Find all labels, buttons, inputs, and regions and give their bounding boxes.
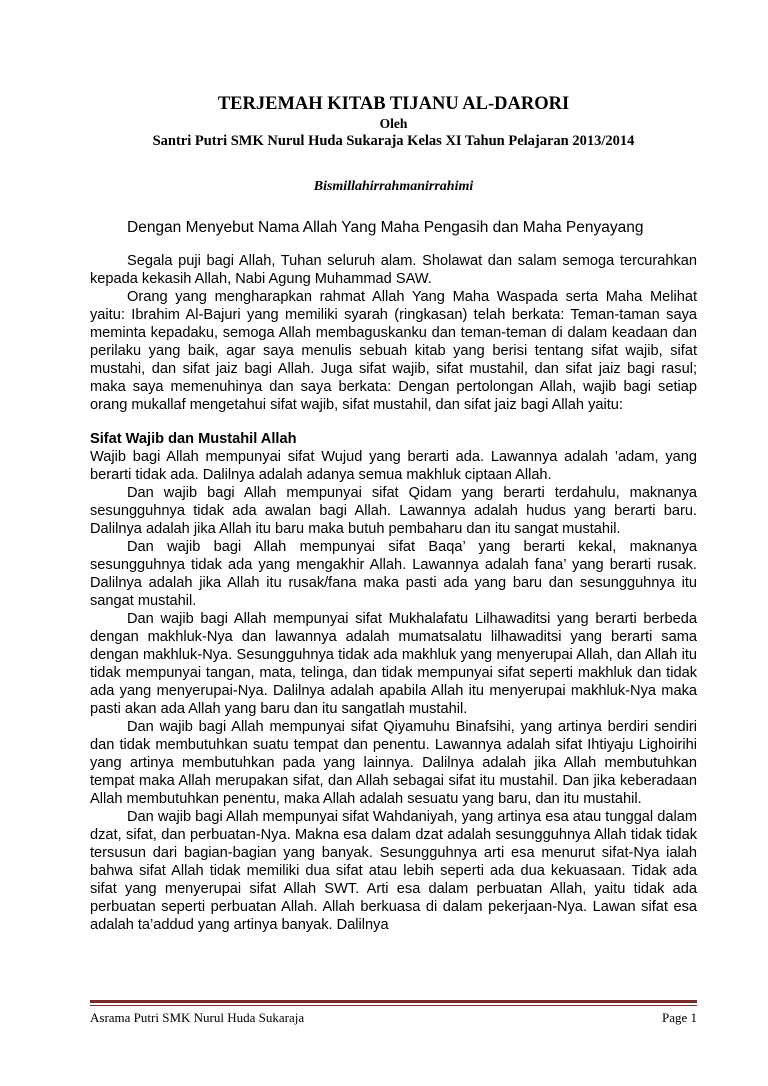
footer-rule-thin xyxy=(90,1005,697,1006)
section-paragraph: Dan wajib bagi Allah mempunyai sifat Qidam yang berarti terdahulu, maknanya sesungguhnya tidak ada awalan bagi Allah. Lawannya adalah hudus yang berarti baru. Dalilnya adalah jika Allah itu baru maka butuh pembaharu dan itu sangat mustahil. xyxy=(90,485,697,537)
page-number: Page 1 xyxy=(661,1010,697,1025)
footer-left-text: Asrama Putri SMK Nurul Huda Sukaraja xyxy=(90,1010,305,1025)
page-content xyxy=(90,93,697,934)
section-paragraph: Dan wajib bagi Allah mempunyai sifat Mukhalafatu Lilhawaditsi yang berarti berbeda dengan makhluk-Nya dan lawannya adalah mumatsalatu lilhawaditsi yang berarti sama dengan makhluk-Nya. Sesungguhnya tidak ada makhluk yang menyerupai Allah, dan Allah itu tidak mempunyai tangan, mata, telinga, dan tidak mempunyai sifat seperti makhluk dan tidak ada yang menyerupai-Nya. Dalilnya adalah apabila Allah itu menyerupai makhluk-Nya maka pasti akan ada Allah yang baru dan itu sangatlah mustahil. xyxy=(90,611,697,717)
section-paragraph: Dan wajib bagi Allah mempunyai sifat Wahdaniyah, yang artinya esa atau tunggal dalam dzat, sifat, dan perbuatan-Nya. Makna esa dalam dzat adalah sesungguhnya Allah tidak tidak tersusun dari bagian-bagian yang banyak. Sesungguhnya arti esa menurut sifat-Nya ialah bahwa sifat Allah tidak memiliki dua sifat atau lebih seperti ada dua kekuasaan. Tidak ada sifat yang menyerupai sifat Allah SWT. Arti esa dalam perbuatan Allah, yaitu tidak ada perbuatan seperti perbuatan Allah. Allah berkuasa di dalam pekerjaan-Nya. Lawan sifat esa adalah ta’addud yang artinya banyak. Dalilnya xyxy=(90,809,697,933)
section-paragraph: Dan wajib bagi Allah mempunyai sifat Baqa’ yang berarti kekal, maknanya sesungguhnya tidak ada yang mengakhir Allah. Lawannya adalah fana’ yang berarti rusak. Dalilnya adalah jika Allah itu rusak/fana maka pasti ada yang baru dan sesungguhnya itu sangat mustahil. xyxy=(90,539,697,609)
author-affiliation: Santri Putri SMK Nurul Huda Sukaraja Kelas XI Tahun Pelajaran 2013/2014 xyxy=(152,133,635,149)
basmalah: Bismillahirrahmanirrahimi xyxy=(313,179,474,194)
document-title: TERJEMAH KITAB TIJANU AL-DARORI xyxy=(217,94,570,114)
page-footer xyxy=(90,1010,697,1026)
opening-phrase: Dengan Menyebut Nama Allah Yang Maha Pengasih dan Maha Penyayang xyxy=(127,219,644,236)
section-paragraph: Wajib bagi Allah mempunyai sifat Wujud yang berarti ada. Lawannya adalah ’adam, yang berarti tidak ada. Dalilnya adalah adanya semua makhluk ciptaan Allah. xyxy=(90,449,697,483)
intro-paragraph: Orang yang mengharapkan rahmat Allah Yang Maha Waspada serta Maha Melihat yaitu: Ibrahim Al-Bajuri yang memiliki syarah (ringkasan) telah berkata: Teman-taman saya meminta kepadaku, semoga Allah membaguskanku dan teman-teman di dalam keadaan dan perilaku yang baik, agar saya menulis sebuah kitab yang berisi tentang sifat wajib, sifat mustahi, dan sifat jaiz bagi Allah. Juga sifat wajib, sifat mustahil, dan sifat jaiz bagi rasul; maka saya memenuhinya dan saya berkata: Dengan pertolongan Allah, wajib bagi setiap orang mukallaf mengetahui sifat wajib, sifat mustahil, dan sifat jaiz bagi Allah yaitu: xyxy=(90,289,697,413)
section-paragraph: Dan wajib bagi Allah mempunyai sifat Qiyamuhu Binafsihi, yang artinya berdiri sendiri dan tidak membutuhkan suatu tempat dan penentu. Lawannya adalah sifat Ihtiyaju Lighoirihi yang artinya membutuhkan pada yang lainnya. Dalilnya adalah jika Allah membutuhkan tempat maka Allah merupakan sifat, dan Allah sebagai sifat itu mustahil. Dan jika keberadaan Allah membutuhkan penentu, maka Allah adalah sesuatu yang baru, dan itu mustahil. xyxy=(90,719,697,807)
section-body xyxy=(90,448,697,934)
footer-rule xyxy=(90,1000,697,1003)
section-heading: Sifat Wajib dan Mustahil Allah xyxy=(90,431,297,447)
byline: Oleh xyxy=(379,116,408,131)
intro-paragraph: Segala puji bagi Allah, Tuhan seluruh alam. Sholawat dan salam semoga tercurahkan kepada kekasih Allah, Nabi Agung Muhammad SAW. xyxy=(90,253,697,287)
intro-section xyxy=(90,252,697,414)
